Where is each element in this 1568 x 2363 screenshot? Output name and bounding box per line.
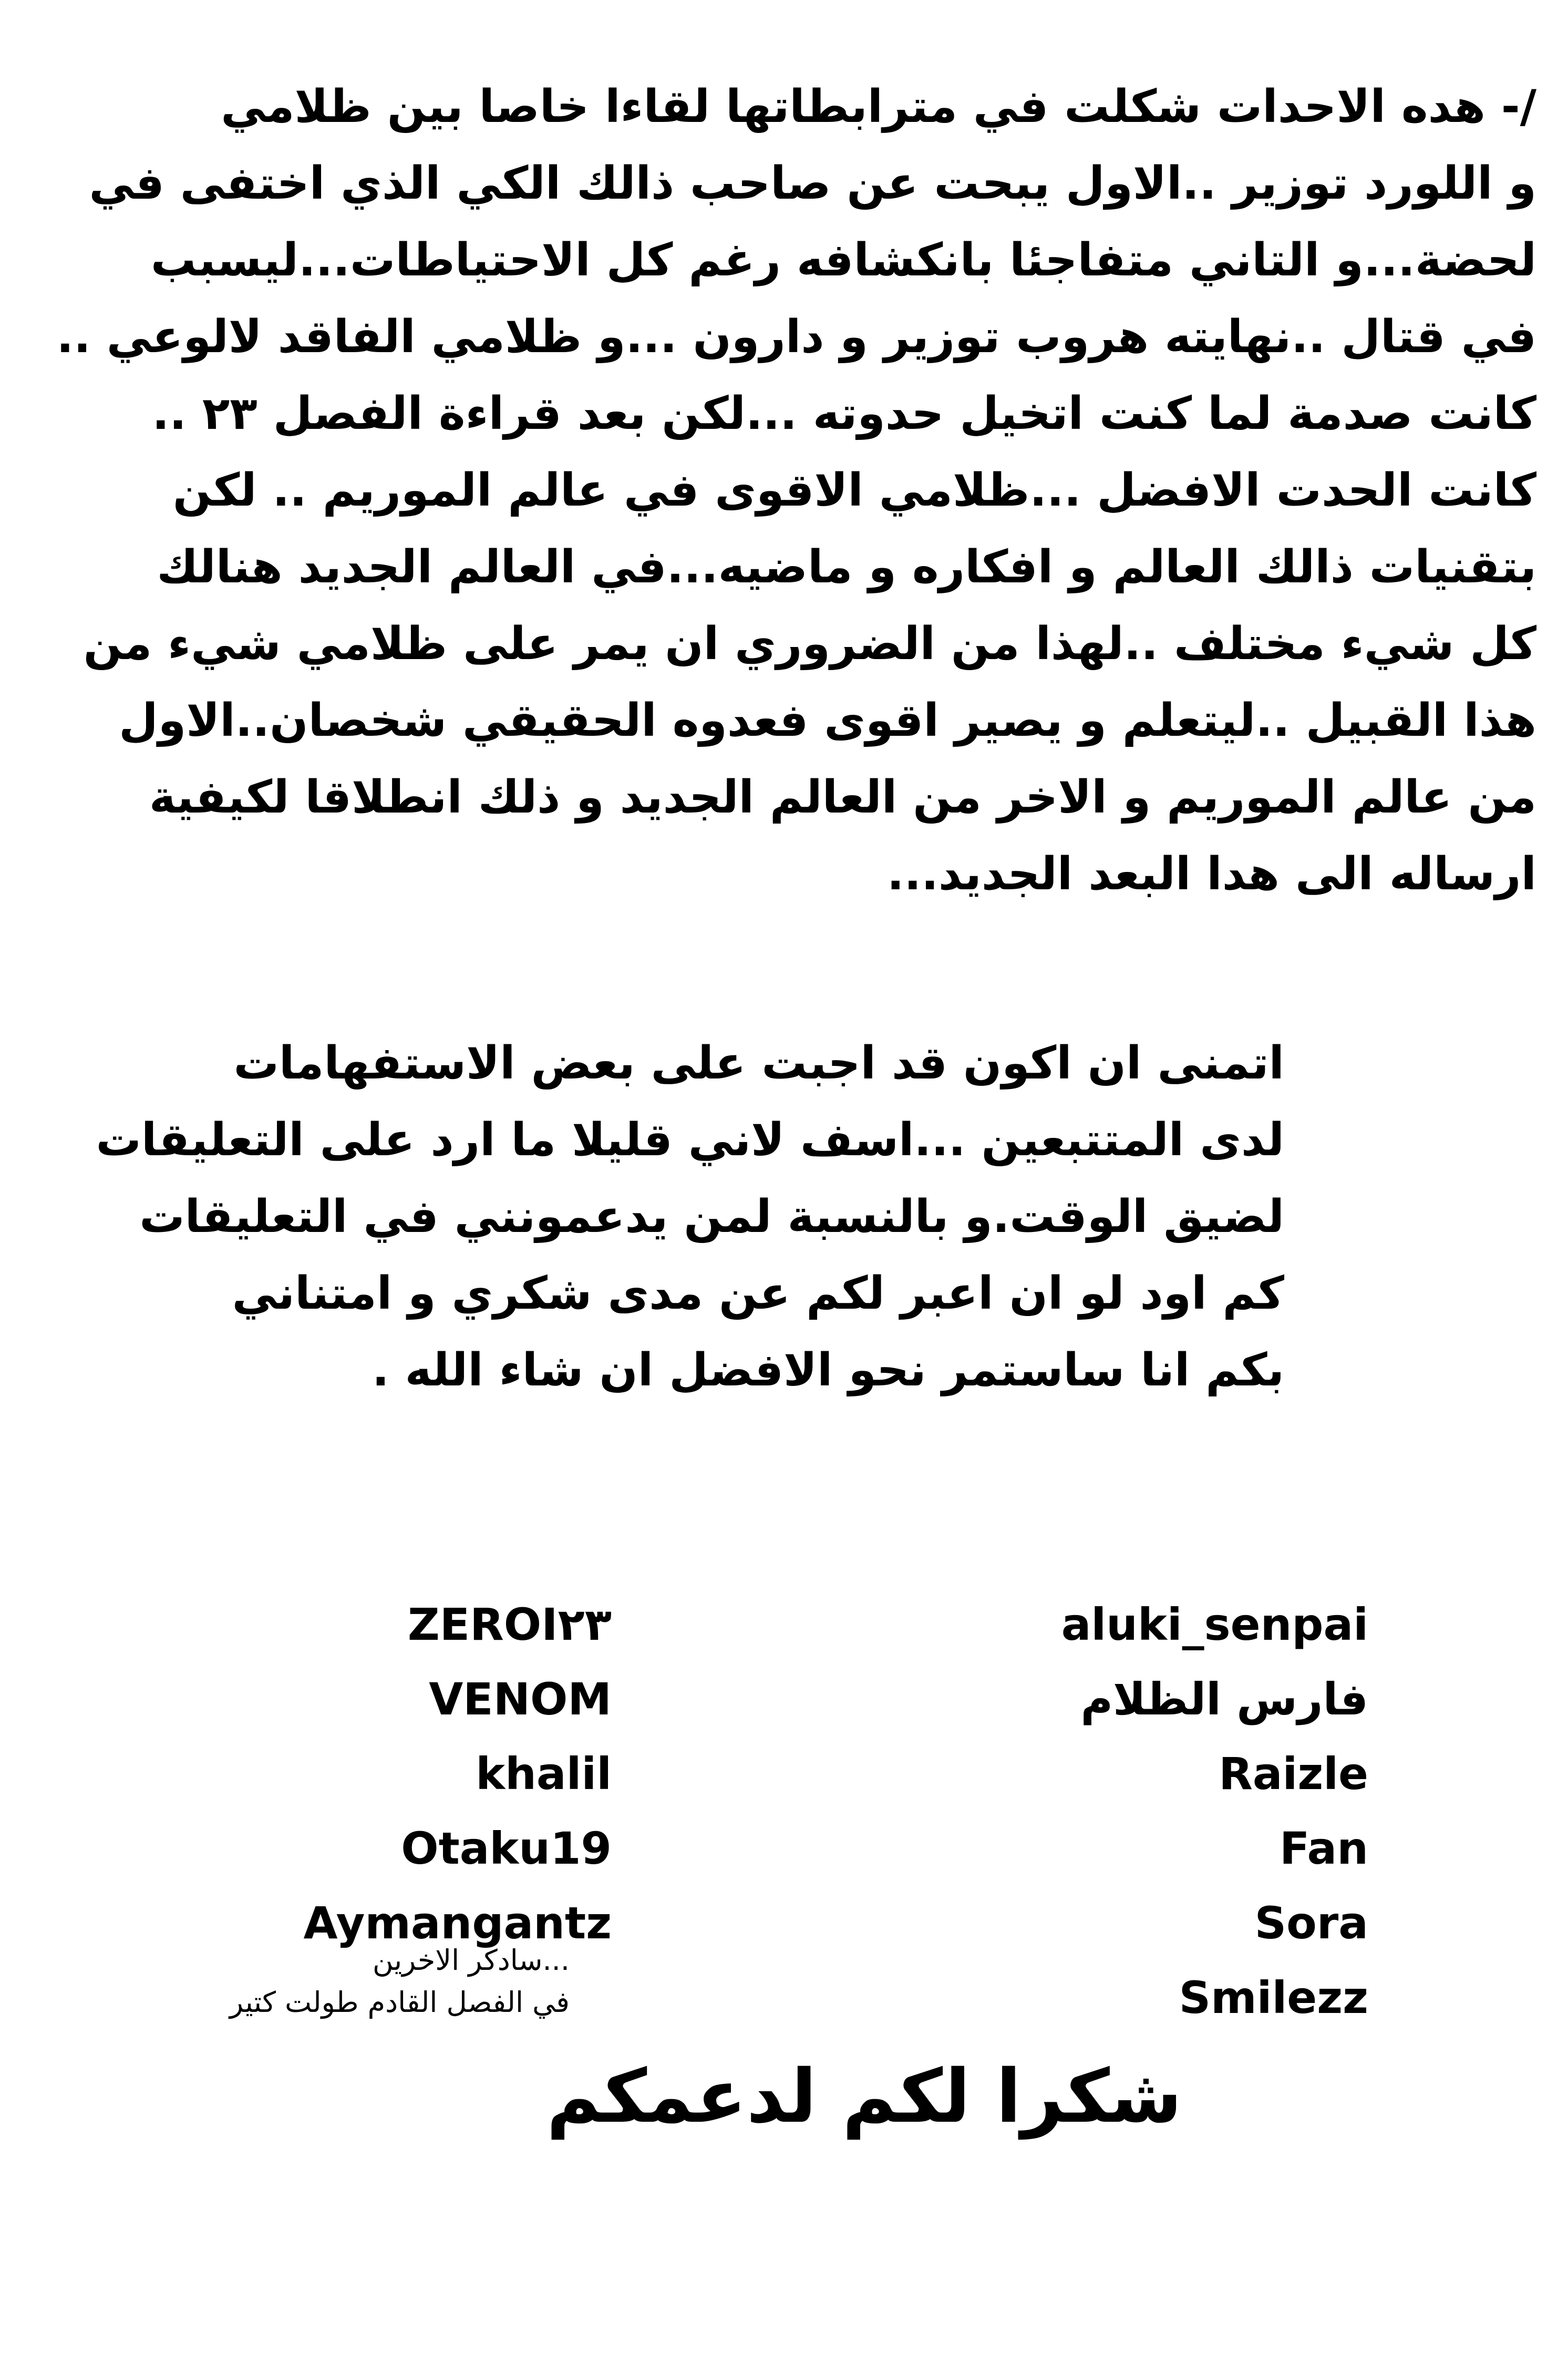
- supporter-name: Aymangantz: [303, 1897, 612, 1949]
- text-line: بكم انا ساستمر نحو الافضل ان شاء الله .: [372, 1344, 1284, 1396]
- supporters-left-column: [304, 1587, 612, 1960]
- text-line: و اللورد توزير ..الاول يبحت عن صاحب ذالك الكي الذي اختفى في: [89, 157, 1536, 210]
- supporter-name: ZEROI٢٣: [407, 1599, 612, 1650]
- supporter-name: aluki_senpai: [1061, 1599, 1368, 1650]
- text-line: اتمنى ان اكون قد اجبت على بعض الاستفهامات: [233, 1037, 1284, 1090]
- paragraph-events-summary: [23, 68, 1536, 912]
- supporter-name: Sora: [1254, 1897, 1368, 1949]
- supporters-right-column: [1061, 1587, 1368, 2035]
- text-line: لدى المتتبعين ...اسف لاني قليلا ما ارد على التعليقات: [96, 1114, 1284, 1166]
- text-line: كانت صدمة لما كنت اتخيل حدوته ...لكن بعد قراءة الفصل ٢٣ ..: [152, 387, 1536, 440]
- text-line: ارساله الى هدا البعد الجديد...: [886, 848, 1536, 900]
- text-line: كل شيء مختلف ..لهذا من الضروري ان يمر على ظلامي شيء من: [83, 618, 1536, 670]
- text-line: لحضة...و التاني متفاجئا بانكشافه رغم كل الاحتياطات...ليسبب: [150, 234, 1536, 286]
- supporter-name: Fan: [1280, 1823, 1368, 1874]
- note-line: ...سادكر الاخرين: [372, 1944, 570, 1977]
- supporter-name: Otaku19: [401, 1823, 612, 1874]
- text-line: كانت الحدت الافضل ...ظلامي الاقوى في عالم الموريم .. لكن: [172, 464, 1536, 517]
- supporter-name: فارس الظلام: [1080, 1673, 1368, 1725]
- paragraph-author-note: [23, 1025, 1284, 1409]
- supporter-name: khalil: [476, 1748, 612, 1800]
- text-line: في قتال ..نهايته هروب توزير و دارون ...و ظلامي الفاقد لالوعي ..: [56, 311, 1536, 363]
- text-line: من عالم الموريم و الاخر من العالم الجديد و ذلك انطلاقا لكيفية: [149, 771, 1536, 824]
- supporter-name: Smilezz: [1179, 1972, 1368, 2023]
- note-line: في الفصل القادم طولت كتير: [229, 1986, 570, 2019]
- text-line: بتقنيات ذالك العالم و افكاره و ماضيه...في العالم الجديد هنالك: [157, 541, 1536, 593]
- text-line: لضيق الوقت.و بالنسبة لمن يدعمونني في التعليقات: [139, 1190, 1284, 1243]
- supporter-name: Raizle: [1219, 1748, 1368, 1800]
- text-line: /- هده الاحدات شكلت في مترابطاتها لقاءا خاصا بين ظلامي: [221, 80, 1536, 133]
- thanks-heading: شكرا لكم لدعمكم: [546, 2054, 1182, 2140]
- supporters-note: [230, 1939, 570, 2023]
- text-line: هذا القبيل ..ليتعلم و يصير اقوى فعدوه الحقيقي شخصان..الاول: [119, 694, 1536, 747]
- text-line: كم اود لو ان اعبر لكم عن مدى شكري و امتناني: [232, 1267, 1284, 1320]
- supporter-name: VENOM: [429, 1673, 612, 1725]
